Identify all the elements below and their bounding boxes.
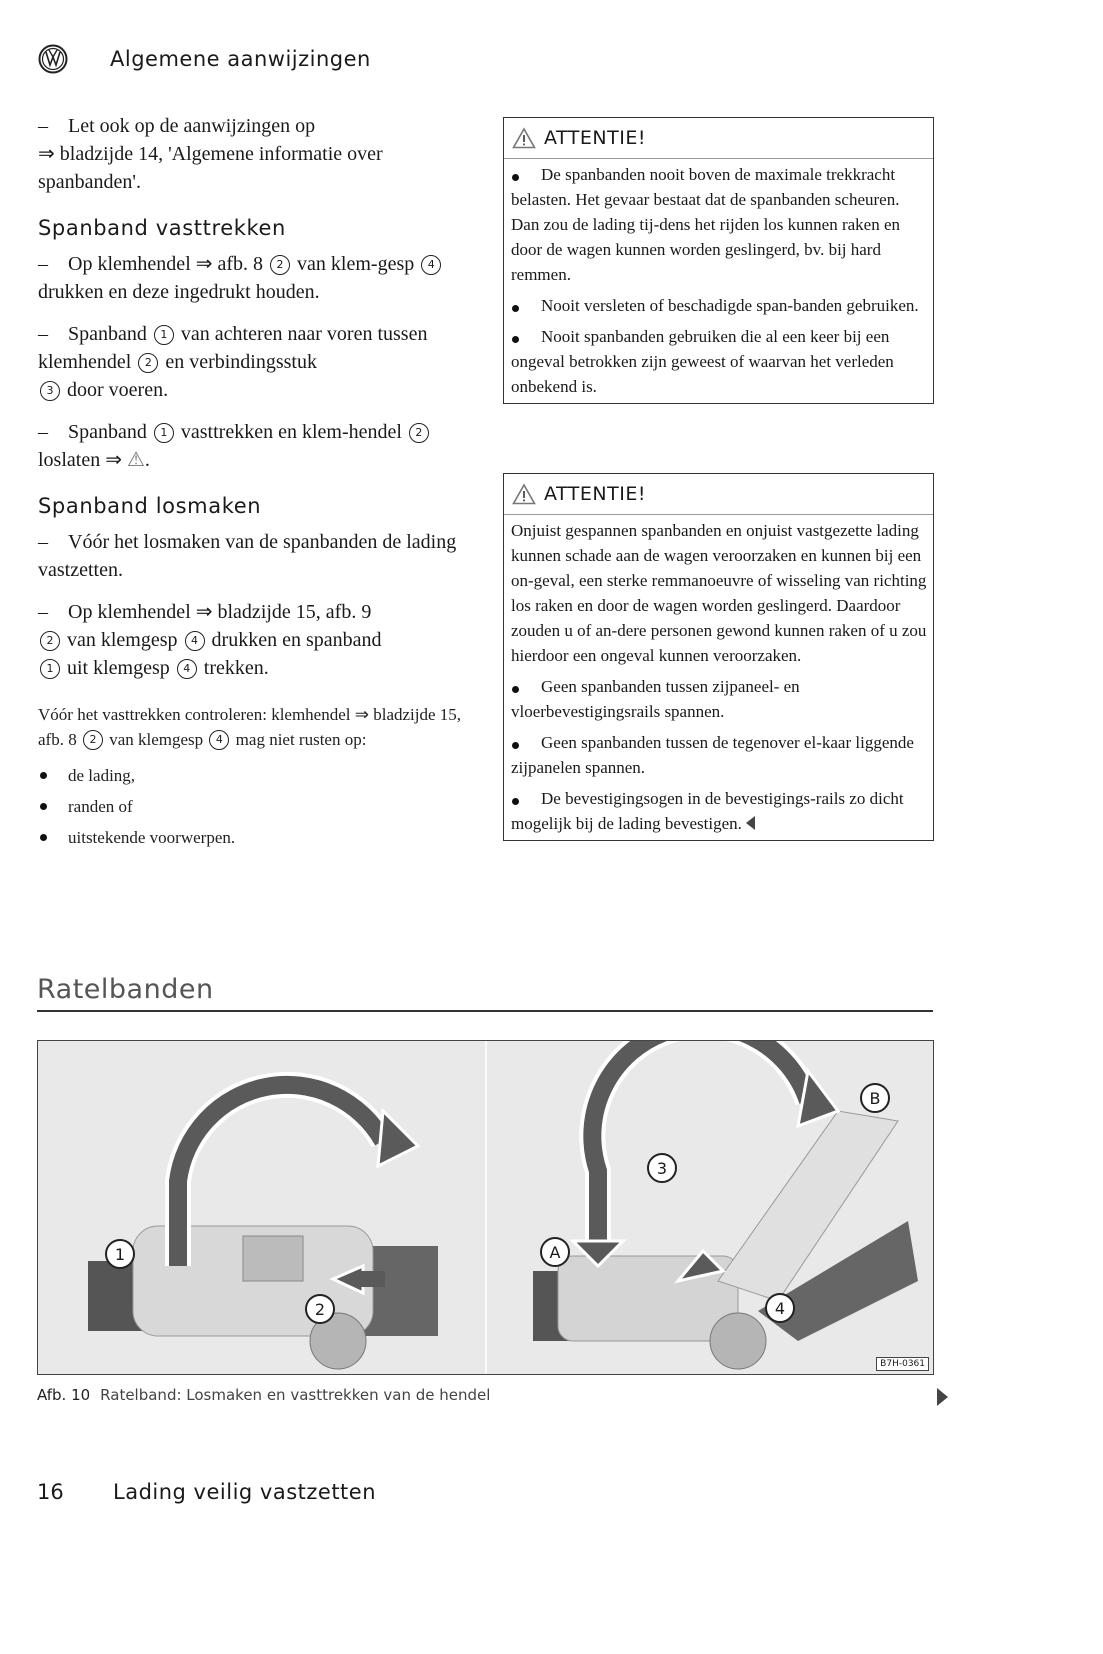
page-header bbox=[38, 44, 371, 74]
caption-text: Ratelband: Losmaken en vasttrekken van de hendel bbox=[100, 1386, 491, 1404]
figure-label-A: A bbox=[540, 1237, 570, 1267]
step-release-2: – Op klemhendel ⇒ bladzijde 15, afb. 9 2 van klemgesp 4 drukken en spanband 1 uit klemgesp 4 trekken. bbox=[38, 601, 382, 679]
warning-box-2 bbox=[503, 473, 934, 841]
warning-item: Geen spanbanden tussen de tegenover el-kaar liggende zijpanelen spannen. bbox=[511, 733, 914, 777]
intro-paragraph: – Let ook op de aanwijzingen op ⇒ bladzijde 14, 'Algemene informatie over spanbanden'. bbox=[38, 115, 383, 193]
warning-triangle-icon bbox=[512, 127, 536, 149]
warning-title: ATTENTIE! bbox=[544, 127, 646, 149]
warning-header bbox=[504, 118, 933, 159]
figure-divider bbox=[485, 1041, 487, 1374]
figure-label-B: B bbox=[860, 1083, 890, 1113]
warning-item: De bevestigingsogen in de bevestigings-rails zo dicht mogelijk bij de lading bevestigen. bbox=[511, 789, 904, 833]
warning-triangle-icon[interactable]: ⚠ bbox=[126, 449, 145, 471]
callout-2: 2 bbox=[270, 255, 290, 275]
check-list bbox=[38, 760, 478, 853]
caption-number: Afb. 10 bbox=[37, 1386, 91, 1404]
step-tighten-2: – Spanband 1 van achteren naar voren tussen klemhendel 2 en verbindingsstuk 3 door voeren. bbox=[38, 323, 428, 401]
section-heading-tighten: Spanband vasttrekken bbox=[38, 216, 286, 240]
warning-header bbox=[504, 474, 933, 515]
figure-label-3: 3 bbox=[647, 1153, 677, 1183]
callout-2: 2 bbox=[138, 353, 158, 373]
warning-intro: Onjuist gespannen spanbanden en onjuist vastgezette lading kunnen schade aan de wagen veroorzaken en kunnen bij een on-geval, een sterke remmanoeuvre of wisseling van richting los raken en door de wagen worden geslingerd. Daardoor zouden u of an-dere personen gewond kunnen raken of u zou hierdoor een ongeval kunnen veroorzaken. bbox=[511, 521, 927, 665]
step-tighten-3: – Spanband 1 vasttrekken en klem-hendel 2 loslaten ⇒ ⚠. bbox=[38, 418, 478, 474]
header-title: Algemene aanwijzingen bbox=[110, 47, 371, 71]
section-title-ratelbanden: Ratelbanden bbox=[37, 974, 214, 1005]
list-item: uitstekende voorwerpen. bbox=[38, 822, 478, 853]
vw-logo-icon bbox=[38, 44, 68, 74]
warning-body bbox=[504, 515, 933, 840]
list-item: de lading, bbox=[38, 760, 478, 791]
figure-label-4: 4 bbox=[765, 1293, 795, 1323]
section-divider bbox=[37, 1010, 933, 1012]
warning-title: ATTENTIE! bbox=[544, 483, 646, 505]
warning-box-1 bbox=[503, 117, 934, 404]
callout-3: 3 bbox=[40, 381, 60, 401]
figure-label-1: 1 bbox=[105, 1239, 135, 1269]
list-item: randen of bbox=[38, 791, 478, 822]
check-paragraph: Vóór het vasttrekken controleren: klemhendel ⇒ bladzijde 15, afb. 8 2 van klemgesp 4 mag niet rusten op: bbox=[38, 705, 462, 749]
callout-4: 4 bbox=[185, 631, 205, 651]
step-tighten-1: – Op klemhendel ⇒ afb. 8 2 van klem-gesp 4 drukken en deze ingedrukt houden. bbox=[38, 250, 478, 306]
warning-item: De spanbanden nooit boven de maximale trekkracht belasten. Het gevaar bestaat dat de spanbanden scheuren. Dan zou de lading tij-dens het rijden los kunnen raken en door de wagen kunnen worden geslingerd, bv. bij hard remmen. bbox=[511, 165, 900, 284]
left-column bbox=[38, 112, 478, 853]
end-of-section-icon bbox=[746, 816, 755, 830]
callout-1: 1 bbox=[154, 423, 174, 443]
figure-label-2: 2 bbox=[305, 1294, 335, 1324]
callout-2: 2 bbox=[40, 631, 60, 651]
figure-code: B7H-0361 bbox=[876, 1357, 929, 1371]
warning-item: Geen spanbanden tussen zijpaneel- en vloerbevestigingsrails spannen. bbox=[511, 677, 800, 721]
callout-2: 2 bbox=[83, 730, 103, 750]
page-reference-link[interactable]: ⇒ bladzijde 14, 'Algemene informatie over spanbanden'. bbox=[38, 143, 383, 193]
callout-4: 4 bbox=[177, 659, 197, 679]
callout-4: 4 bbox=[209, 730, 229, 750]
callout-2: 2 bbox=[409, 423, 429, 443]
page-number: 16 bbox=[37, 1480, 64, 1504]
figure-ratchet bbox=[37, 1040, 934, 1375]
step-release-1: – Vóór het losmaken van de spanbanden de lading vastzetten. bbox=[38, 531, 457, 581]
warning-item: Nooit versleten of beschadigde span-banden gebruiken. bbox=[541, 296, 919, 315]
callout-1: 1 bbox=[154, 325, 174, 345]
continue-next-page-icon[interactable] bbox=[937, 1388, 948, 1406]
warning-triangle-icon bbox=[512, 483, 536, 505]
section-heading-release: Spanband losmaken bbox=[38, 494, 262, 518]
warning-body bbox=[504, 159, 933, 403]
chapter-title: Lading veilig vastzetten bbox=[113, 1480, 377, 1504]
page-footer bbox=[37, 1480, 376, 1504]
callout-4: 4 bbox=[421, 255, 441, 275]
warning-item: Nooit spanbanden gebruiken die al een keer bij een ongeval betrokken zijn geweest of waarvan het verleden onbekend is. bbox=[511, 327, 894, 396]
figure-caption bbox=[37, 1386, 490, 1404]
callout-1: 1 bbox=[40, 659, 60, 679]
